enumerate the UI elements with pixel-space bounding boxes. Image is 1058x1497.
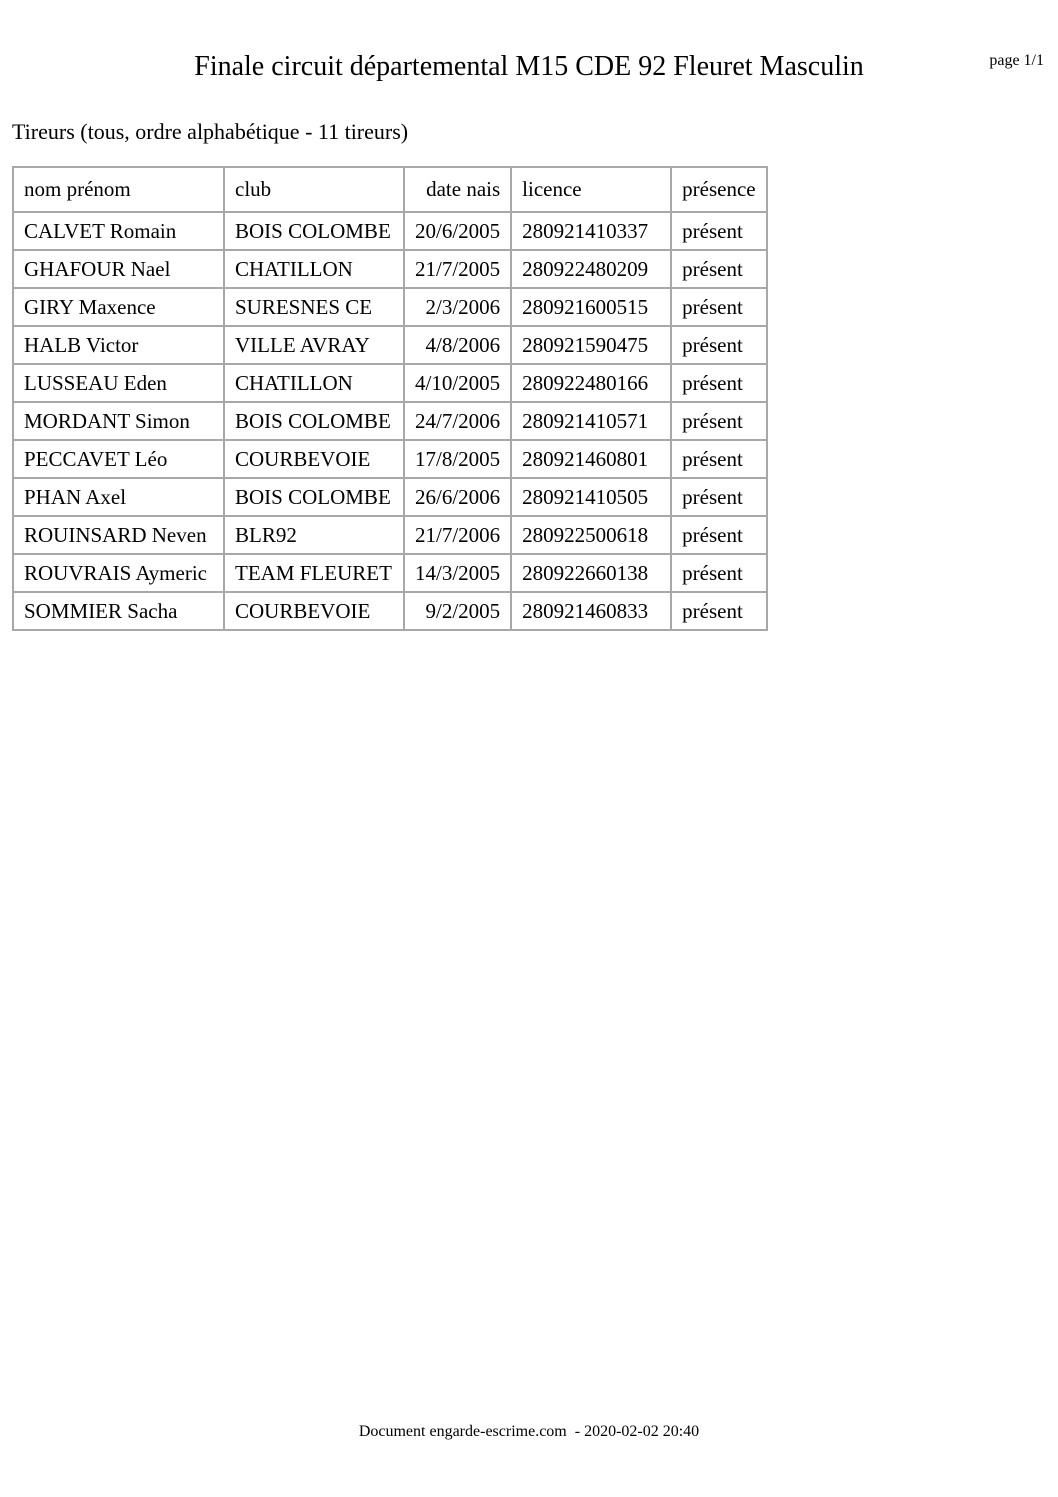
cell-licence: 280921410571 <box>511 402 671 440</box>
table-row <box>13 364 767 402</box>
cell-birthdate: 4/10/2005 <box>404 364 511 402</box>
cell-name: LUSSEAU Eden <box>13 364 224 402</box>
cell-licence: 280921600515 <box>511 288 671 326</box>
cell-birthdate: 14/3/2005 <box>404 554 511 592</box>
cell-birthdate: 21/7/2006 <box>404 516 511 554</box>
cell-presence: présent <box>671 478 766 516</box>
cell-club: BOIS COLOMBE <box>224 402 404 440</box>
table-header <box>13 167 767 212</box>
cell-club: TEAM FLEURET <box>224 554 404 592</box>
cell-presence: présent <box>671 516 766 554</box>
footer-text: Document engarde-escrime.com - 2020-02-02 20:40 <box>358 1423 700 1440</box>
table-row <box>13 250 767 288</box>
document-title: Finale circuit départemental M15 CDE 92 Fleuret Masculin <box>194 51 864 82</box>
cell-birthdate: 24/7/2006 <box>404 402 511 440</box>
cell-licence: 280921410337 <box>511 212 671 250</box>
cell-club: BOIS COLOMBE <box>224 478 404 516</box>
cell-presence: présent <box>671 288 766 326</box>
cell-club: BOIS COLOMBE <box>224 212 404 250</box>
table-row <box>13 402 767 440</box>
cell-presence: présent <box>671 212 766 250</box>
table-body <box>13 212 767 630</box>
table-row <box>13 326 767 364</box>
cell-name: SOMMIER Sacha <box>13 592 224 630</box>
table-row <box>13 478 767 516</box>
cell-club: COURBEVOIE <box>224 592 404 630</box>
cell-birthdate: 21/7/2005 <box>404 250 511 288</box>
cell-name: HALB Victor <box>13 326 224 364</box>
cell-birthdate: 2/3/2006 <box>404 288 511 326</box>
cell-name: PECCAVET Léo <box>13 440 224 478</box>
cell-club: CHATILLON <box>224 364 404 402</box>
column-header-licence: licence <box>511 167 671 212</box>
cell-name: CALVET Romain <box>13 212 224 250</box>
cell-presence: présent <box>671 554 766 592</box>
cell-licence: 280921410505 <box>511 478 671 516</box>
cell-licence: 280921590475 <box>511 326 671 364</box>
cell-licence: 280921460801 <box>511 440 671 478</box>
cell-club: BLR92 <box>224 516 404 554</box>
cell-club: COURBEVOIE <box>224 440 404 478</box>
cell-presence: présent <box>671 402 766 440</box>
cell-birthdate: 20/6/2005 <box>404 212 511 250</box>
cell-club: SURESNES CE <box>224 288 404 326</box>
cell-licence: 280922480209 <box>511 250 671 288</box>
cell-club: VILLE AVRAY <box>224 326 404 364</box>
table-row <box>13 554 767 592</box>
cell-name: PHAN Axel <box>13 478 224 516</box>
table-row <box>13 288 767 326</box>
column-header-name: nom prénom <box>13 167 224 212</box>
cell-presence: présent <box>671 326 766 364</box>
table-row <box>13 592 767 630</box>
cell-birthdate: 17/8/2005 <box>404 440 511 478</box>
cell-presence: présent <box>671 364 766 402</box>
cell-presence: présent <box>671 250 766 288</box>
cell-licence: 280922660138 <box>511 554 671 592</box>
cell-licence: 280921460833 <box>511 592 671 630</box>
table-row <box>13 212 767 250</box>
cell-name: ROUINSARD Neven <box>13 516 224 554</box>
cell-club: CHATILLON <box>224 250 404 288</box>
cell-name: MORDANT Simon <box>13 402 224 440</box>
table-row <box>13 440 767 478</box>
cell-licence: 280922500618 <box>511 516 671 554</box>
page-number: page 1/1 <box>989 52 1044 69</box>
cell-name: ROUVRAIS Aymeric <box>13 554 224 592</box>
cell-presence: présent <box>671 592 766 630</box>
cell-name: GIRY Maxence <box>13 288 224 326</box>
section-heading: Tireurs (tous, ordre alphabétique - 11 tireurs) <box>12 119 409 144</box>
column-header-birthdate: date nais <box>404 167 511 212</box>
cell-birthdate: 4/8/2006 <box>404 326 511 364</box>
cell-licence: 280922480166 <box>511 364 671 402</box>
cell-birthdate: 26/6/2006 <box>404 478 511 516</box>
header-row <box>13 167 767 212</box>
fencers-table <box>12 166 768 631</box>
cell-presence: présent <box>671 440 766 478</box>
column-header-club: club <box>224 167 404 212</box>
table-row <box>13 516 767 554</box>
cell-birthdate: 9/2/2005 <box>404 592 511 630</box>
column-header-presence: présence <box>671 167 766 212</box>
cell-name: GHAFOUR Nael <box>13 250 224 288</box>
